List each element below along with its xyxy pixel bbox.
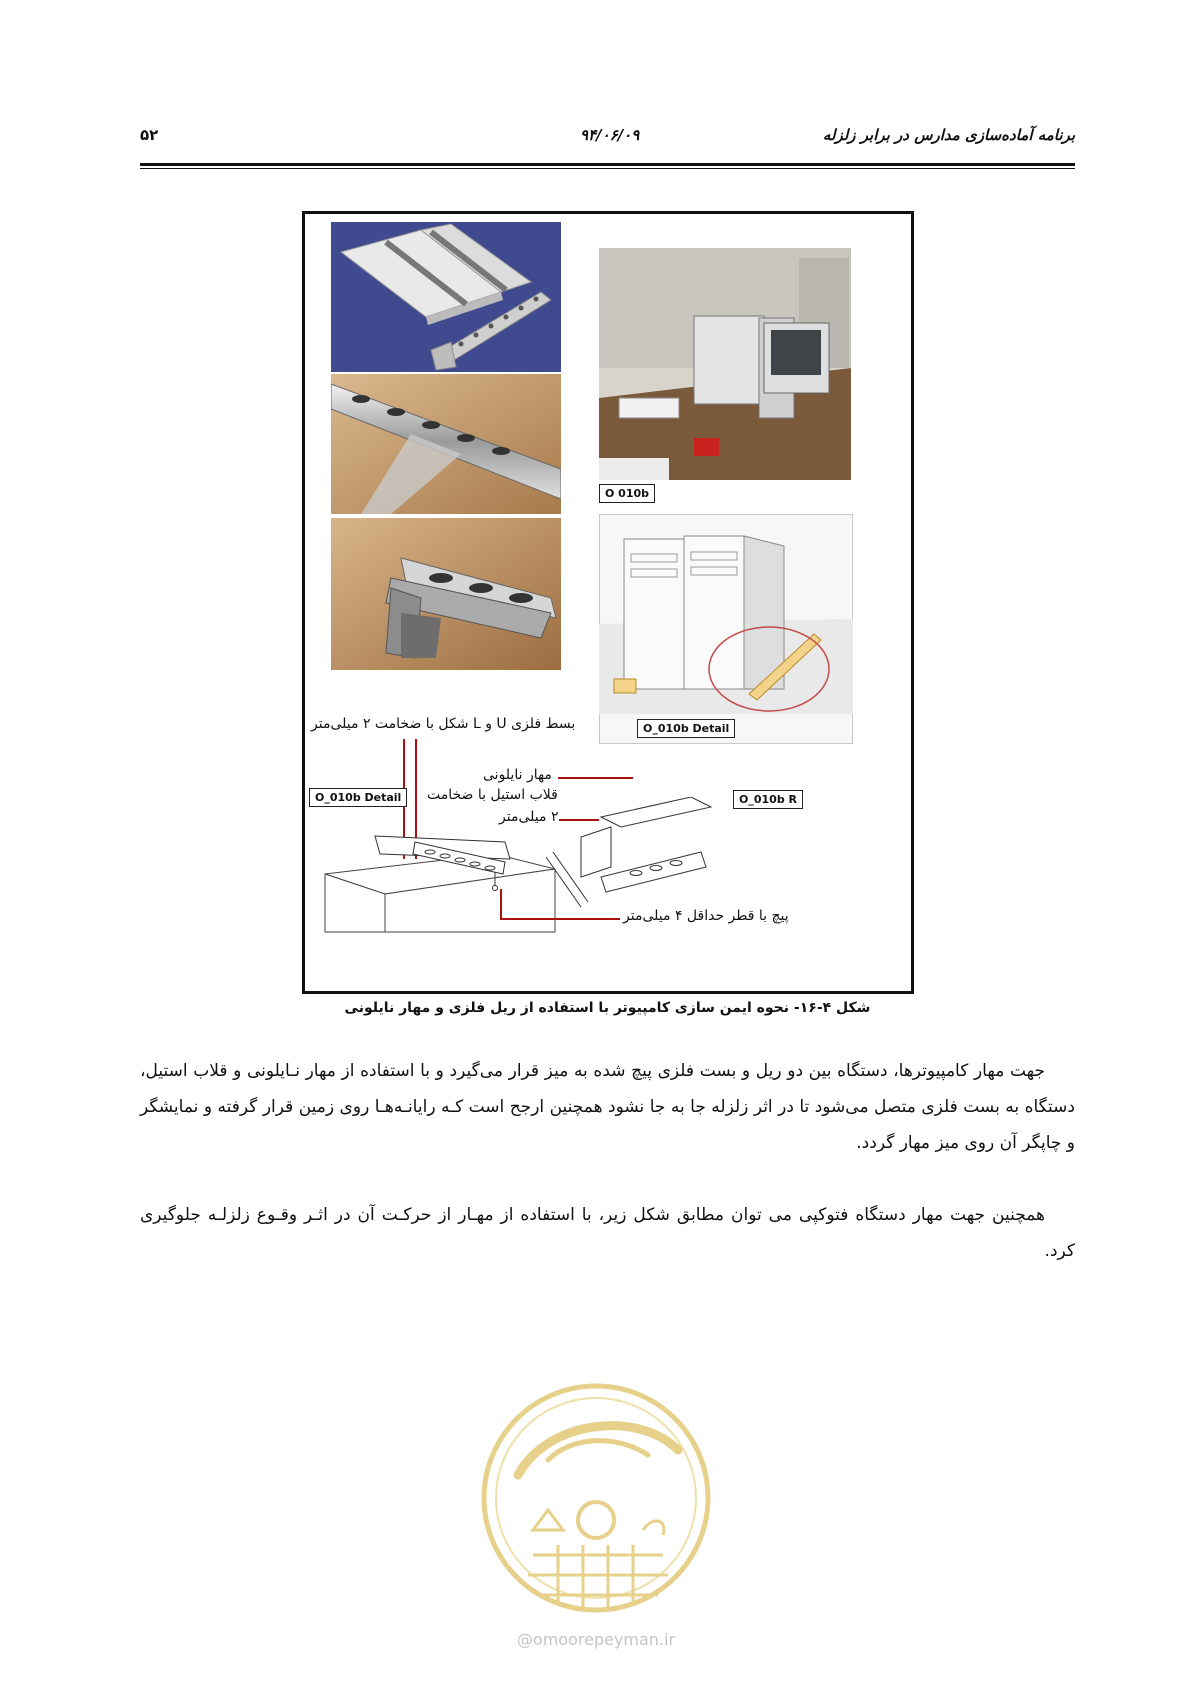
page-header — [140, 126, 1075, 154]
paragraph-2: همچنین جهت مهار دستگاه فتوکپی می توان مطابق شکل زیر، با استفاده از مهـار از حرکـت آن در اثـر وقـوع زلزلـه جلوگیری کرد. — [140, 1205, 1075, 1261]
paragraph-1: جهت مهار کامپیوترها، دستگاه بین دو ریل و بست فلزی پیچ شده به میز قرار می‌گیرد و با استفاده از مهار نـایلونی و قلاب استیل، دستگاه به بست فلزی متصل می‌شود تا در اثر زلزله جا به جا نشود همچنین ارجح است کـه رایانـه‌هـا روی زمین قرار گرفته و نمایشگر و چاپگر آن روی میز مهار گردد. — [140, 1061, 1075, 1153]
header-rule-thick — [140, 163, 1075, 166]
watermark-site: @omoorepeyman.ir — [516, 1630, 676, 1649]
photo-rail-closeup — [331, 374, 561, 514]
diagram-hook-rail — [541, 797, 721, 917]
figure-frame — [302, 211, 914, 994]
annotation-screw: پیچ با قطر حداقل ۴ میلی‌متر — [623, 908, 789, 924]
label-o010b-detail-right: O_010b Detail — [637, 719, 735, 738]
label-o010b-detail-left: O_010b Detail — [309, 788, 407, 807]
annotation-line-nylon — [558, 777, 633, 779]
diagram-computer-cases — [599, 514, 853, 744]
annotation-nylon: مهار نایلونی — [483, 767, 552, 783]
annotation-strap: بسط فلزی U و L شکل با ضخامت ۲ میلی‌متر — [311, 716, 576, 732]
annotation-hook-2: ۲ میلی‌متر — [499, 809, 559, 825]
figure-caption: شکل ۴-۱۶- نحوه ایمن سازی کامپیوتر با استفاده از ریل فلزی و مهار نایلونی — [344, 1000, 871, 1016]
diagram-desk-rail — [315, 814, 575, 934]
annotation-line-screw-h — [500, 918, 620, 920]
photo-bracket-closeup — [331, 518, 561, 670]
annotation-line-screw-v — [500, 889, 502, 919]
label-o010b: O 010b — [599, 484, 655, 503]
watermark-logo — [478, 1380, 714, 1616]
label-o010b-r: O_010b R — [733, 790, 803, 809]
header-title: برنامه آماده‌سازی مدارس در برابر زلزله — [822, 126, 1075, 144]
header-rule-thin — [140, 168, 1075, 169]
photo-office-desk — [599, 248, 851, 480]
annotation-hook-1: قلاب استیل با ضخامت — [427, 787, 558, 803]
page-number: ۵۲ — [140, 126, 159, 144]
photo-rails-render — [331, 222, 561, 372]
header-date: ۹۴/۰۶/۰۹ — [580, 126, 640, 144]
